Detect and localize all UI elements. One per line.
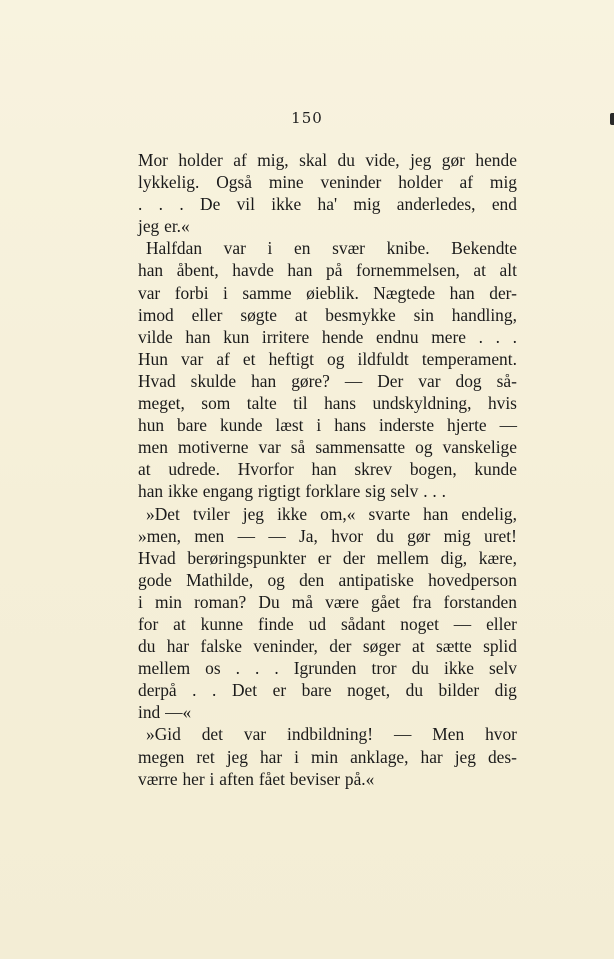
word: i — [316, 415, 322, 436]
word: værre — [138, 768, 178, 789]
word: finde — [258, 613, 294, 634]
word: i — [294, 746, 300, 767]
text-line — [138, 480, 517, 502]
word: må — [291, 591, 314, 612]
word: mellem — [138, 658, 191, 679]
word: for — [138, 613, 159, 634]
word: . — [235, 658, 240, 679]
word: — — [393, 724, 412, 745]
word: gået — [371, 591, 401, 612]
word: . — [495, 326, 500, 347]
text-line — [138, 657, 517, 679]
word: derpå — [138, 680, 177, 701]
word: at — [173, 613, 186, 634]
word: mig — [489, 172, 517, 193]
text-line — [138, 679, 517, 701]
word: skrev — [354, 459, 393, 480]
word: tviler — [192, 503, 230, 524]
word: lykkelig. — [138, 172, 200, 193]
word: samme — [242, 282, 292, 303]
word: om,« — [320, 503, 356, 524]
word: mine — [268, 172, 304, 193]
word: Det — [231, 680, 258, 701]
word: mig, — [257, 150, 289, 170]
word: fra — [412, 591, 432, 612]
word: øieblik. — [306, 282, 359, 303]
word: . — [179, 194, 184, 215]
word: Hun — [138, 348, 168, 369]
word: så — [290, 437, 306, 458]
text-line — [138, 458, 517, 480]
word: handling, — [451, 304, 517, 325]
text-line — [138, 237, 517, 259]
word: . — [158, 194, 164, 215]
text-line — [138, 259, 517, 281]
word: svarte — [368, 503, 411, 524]
word: du — [376, 525, 394, 546]
word: antipatiske — [338, 569, 414, 590]
word: Halfdan — [146, 238, 203, 259]
word: ikke — [271, 194, 302, 215]
word: på.« — [344, 768, 375, 789]
word: os — [205, 658, 221, 679]
word: veninder, — [253, 636, 318, 657]
text-line — [138, 525, 517, 547]
word: —« — [165, 702, 192, 723]
word: »Gid — [146, 724, 181, 745]
word: des- — [487, 746, 517, 767]
word: mig — [353, 194, 381, 215]
word: et — [242, 348, 256, 369]
word: hvis — [487, 393, 517, 414]
word: hvor — [485, 724, 517, 745]
word: beviser — [289, 768, 341, 789]
word: var — [243, 724, 267, 745]
word: Igrunden — [293, 658, 357, 679]
word: sig — [365, 481, 386, 502]
word: ildfuldt — [357, 348, 409, 369]
word: af — [233, 150, 247, 170]
word: ikke — [167, 481, 198, 502]
word: du — [405, 680, 424, 701]
word: rigtigt — [257, 481, 301, 502]
word: forklare — [305, 481, 361, 502]
word: vilde — [138, 326, 173, 347]
word: ud — [308, 613, 327, 634]
word: der — [342, 547, 366, 568]
word: gøre? — [291, 370, 330, 391]
word: den — [299, 569, 325, 590]
word: . — [432, 481, 437, 502]
word: Hvad — [138, 547, 176, 568]
word: i — [223, 282, 228, 303]
word: — — [237, 525, 255, 546]
word: er — [272, 680, 287, 701]
word: i — [209, 768, 215, 789]
word: undskyldning, — [372, 393, 472, 414]
word: roman? — [194, 591, 247, 612]
word: han — [251, 370, 277, 391]
word: Ja, — [299, 525, 318, 546]
text-line — [138, 591, 517, 613]
word: aften — [219, 768, 255, 789]
word: af — [216, 348, 230, 369]
word: talte — [246, 393, 277, 414]
word: holder — [178, 150, 223, 170]
word: jeg — [226, 746, 248, 767]
word: . — [478, 326, 483, 347]
word: bare — [177, 415, 207, 436]
word: veninder — [320, 172, 382, 193]
word: ind — [138, 702, 161, 723]
word: gør — [407, 525, 431, 546]
word: besmykke — [325, 304, 396, 325]
word: på — [326, 260, 343, 281]
word: jeg — [410, 150, 432, 170]
word: meget, — [138, 393, 185, 414]
word: hun — [138, 415, 165, 436]
word: her — [182, 768, 205, 789]
word: var — [258, 437, 281, 458]
text-line — [138, 613, 517, 635]
word: mig — [443, 525, 471, 546]
text-line — [138, 326, 517, 348]
word: sammensatte — [315, 437, 406, 458]
word: — — [268, 525, 286, 546]
text-line — [138, 304, 517, 326]
word: skulde — [190, 370, 237, 391]
word: søger — [362, 636, 401, 657]
word: alt — [499, 260, 517, 281]
word: han — [311, 459, 337, 480]
word: sin — [413, 304, 434, 325]
word: hjerte — [447, 415, 487, 436]
text-line — [138, 414, 517, 436]
word: megen — [138, 746, 185, 767]
word: Hvorfor — [237, 459, 294, 480]
word: har — [420, 746, 443, 767]
word: anklage, — [350, 746, 409, 767]
text-line — [138, 723, 517, 745]
word: har — [166, 636, 190, 657]
word: uret! — [484, 525, 517, 546]
word: en — [294, 238, 311, 259]
word: og — [267, 569, 285, 590]
word: kunde — [219, 415, 263, 436]
word: var — [181, 348, 204, 369]
word: af — [459, 172, 474, 193]
word: jeg — [454, 746, 476, 767]
word: ikke — [277, 503, 308, 524]
word: De — [200, 194, 221, 215]
word: men — [194, 525, 225, 546]
word: vil — [236, 194, 255, 215]
word: end — [491, 194, 517, 215]
word: Også — [216, 172, 252, 193]
word: . — [274, 658, 279, 679]
word: — — [499, 415, 517, 436]
word: temperament. — [421, 348, 517, 369]
word: til — [293, 393, 308, 414]
word: at — [138, 459, 151, 480]
text-line — [138, 436, 517, 458]
word: i — [267, 238, 273, 259]
word: sætte — [435, 636, 472, 657]
word: i — [138, 591, 143, 612]
word: det — [201, 724, 223, 745]
word: motiverne — [177, 437, 249, 458]
word: hende — [321, 326, 364, 347]
word: . — [254, 658, 260, 679]
word: han — [185, 326, 211, 347]
word: bare — [301, 680, 332, 701]
word: åbent, — [176, 260, 219, 281]
word: fornemmelsen, — [356, 260, 460, 281]
text-line — [138, 503, 517, 525]
text-line — [138, 746, 517, 768]
word: dig — [494, 680, 517, 701]
word: ikke — [444, 658, 474, 679]
word: vanskelige — [442, 437, 517, 458]
word: Der — [377, 370, 404, 391]
word: at — [294, 304, 308, 325]
word: var — [138, 282, 161, 303]
word: at — [411, 636, 425, 657]
text-line — [138, 370, 517, 392]
word: hovedperson — [428, 569, 517, 590]
word: hans — [334, 415, 367, 436]
text-line — [138, 547, 517, 569]
word: eller — [191, 304, 223, 325]
word: . — [441, 481, 446, 502]
word: endelig, — [461, 503, 517, 524]
word: du — [138, 636, 156, 657]
word: irritere — [261, 326, 310, 347]
word: inderste — [379, 415, 435, 436]
word: være — [325, 591, 359, 612]
word: . — [423, 481, 428, 502]
word: eller — [486, 613, 517, 634]
word: kunne — [200, 613, 244, 634]
word: Mathilde, — [186, 569, 254, 590]
word: Du — [258, 591, 280, 612]
word: mellem — [376, 547, 429, 568]
text-line — [138, 348, 517, 370]
word: jeg — [242, 503, 264, 524]
word: han — [449, 282, 475, 303]
word: han — [423, 503, 449, 524]
text-line — [138, 171, 517, 193]
word: ret — [196, 746, 215, 767]
text-line — [138, 569, 517, 591]
word: kun — [223, 326, 250, 347]
word: selv — [488, 658, 517, 679]
word: dig, — [440, 547, 468, 568]
word: og — [327, 348, 345, 369]
text-line — [138, 193, 517, 215]
word: og — [415, 437, 433, 458]
word: . — [512, 326, 517, 347]
word: bogen, — [409, 459, 457, 480]
text-line — [138, 215, 517, 237]
word: — — [453, 613, 472, 634]
word: hende — [475, 150, 517, 170]
word: imod — [138, 304, 174, 325]
word: . — [192, 680, 197, 701]
word: fået — [258, 768, 285, 789]
word: endnu — [376, 326, 419, 347]
word: knibe. — [386, 238, 430, 259]
word: svær — [332, 238, 365, 259]
word: Mor — [138, 150, 168, 170]
word: dog — [455, 370, 482, 391]
word: »Det — [146, 503, 180, 524]
word: skal — [299, 150, 328, 170]
word: anderledes, — [396, 194, 476, 215]
word: min — [154, 591, 183, 612]
word: selv — [390, 481, 419, 502]
word: »men, — [138, 525, 181, 546]
word: var — [418, 370, 441, 391]
word: forstanden — [443, 591, 517, 612]
word: Bekendte — [451, 238, 517, 259]
word: at — [473, 260, 486, 281]
word: bilder — [438, 680, 480, 701]
text-line — [138, 701, 517, 723]
word: sådant — [340, 613, 386, 634]
word: udrede. — [168, 459, 220, 480]
word: Nægtede — [373, 282, 436, 303]
word: Men — [432, 724, 465, 745]
text-line — [138, 635, 517, 657]
word: er.« — [164, 216, 190, 237]
word: men — [138, 437, 168, 458]
word: tror — [371, 658, 397, 679]
word: Hvad — [138, 370, 176, 391]
word: er — [317, 547, 332, 568]
word: du — [337, 150, 355, 170]
word: der — [329, 636, 352, 657]
word: berøringspunkter — [187, 547, 307, 568]
word: . — [138, 194, 143, 215]
word: du — [411, 658, 429, 679]
body-text — [138, 149, 517, 790]
word: der- — [489, 282, 517, 303]
word: gode — [138, 569, 172, 590]
word: han — [138, 481, 164, 502]
word: ha' — [317, 194, 338, 215]
word: forbi — [174, 282, 209, 303]
word: vide, — [365, 150, 400, 170]
word: var — [223, 238, 246, 259]
text-line — [138, 768, 517, 790]
word: — — [344, 370, 363, 391]
word: engang — [202, 481, 254, 502]
word: havde — [232, 260, 274, 281]
word: så- — [496, 370, 517, 391]
word: har — [259, 746, 283, 767]
text-line — [138, 392, 517, 414]
word: hans — [324, 393, 356, 414]
word: gør — [441, 150, 465, 170]
text-line — [138, 282, 517, 304]
word: hvor — [331, 525, 364, 546]
word: noget, — [347, 680, 391, 701]
word: falske — [200, 636, 242, 657]
word: som — [201, 393, 231, 414]
word: kunde — [474, 459, 517, 480]
word: min — [311, 746, 339, 767]
word: han — [138, 260, 164, 281]
text-line — [138, 149, 517, 171]
word: splid — [483, 636, 517, 657]
word: han — [287, 260, 313, 281]
word: jeg — [138, 216, 160, 237]
word: heftigt — [268, 348, 314, 369]
word: . — [212, 680, 217, 701]
word: mere — [431, 326, 466, 347]
word: søgte — [240, 304, 278, 325]
word: læst — [275, 415, 304, 436]
page-number: 150 — [291, 109, 323, 127]
word: indbildning! — [287, 724, 374, 745]
word: kære, — [478, 547, 517, 568]
word: holder — [398, 172, 443, 193]
word: noget — [400, 613, 439, 634]
